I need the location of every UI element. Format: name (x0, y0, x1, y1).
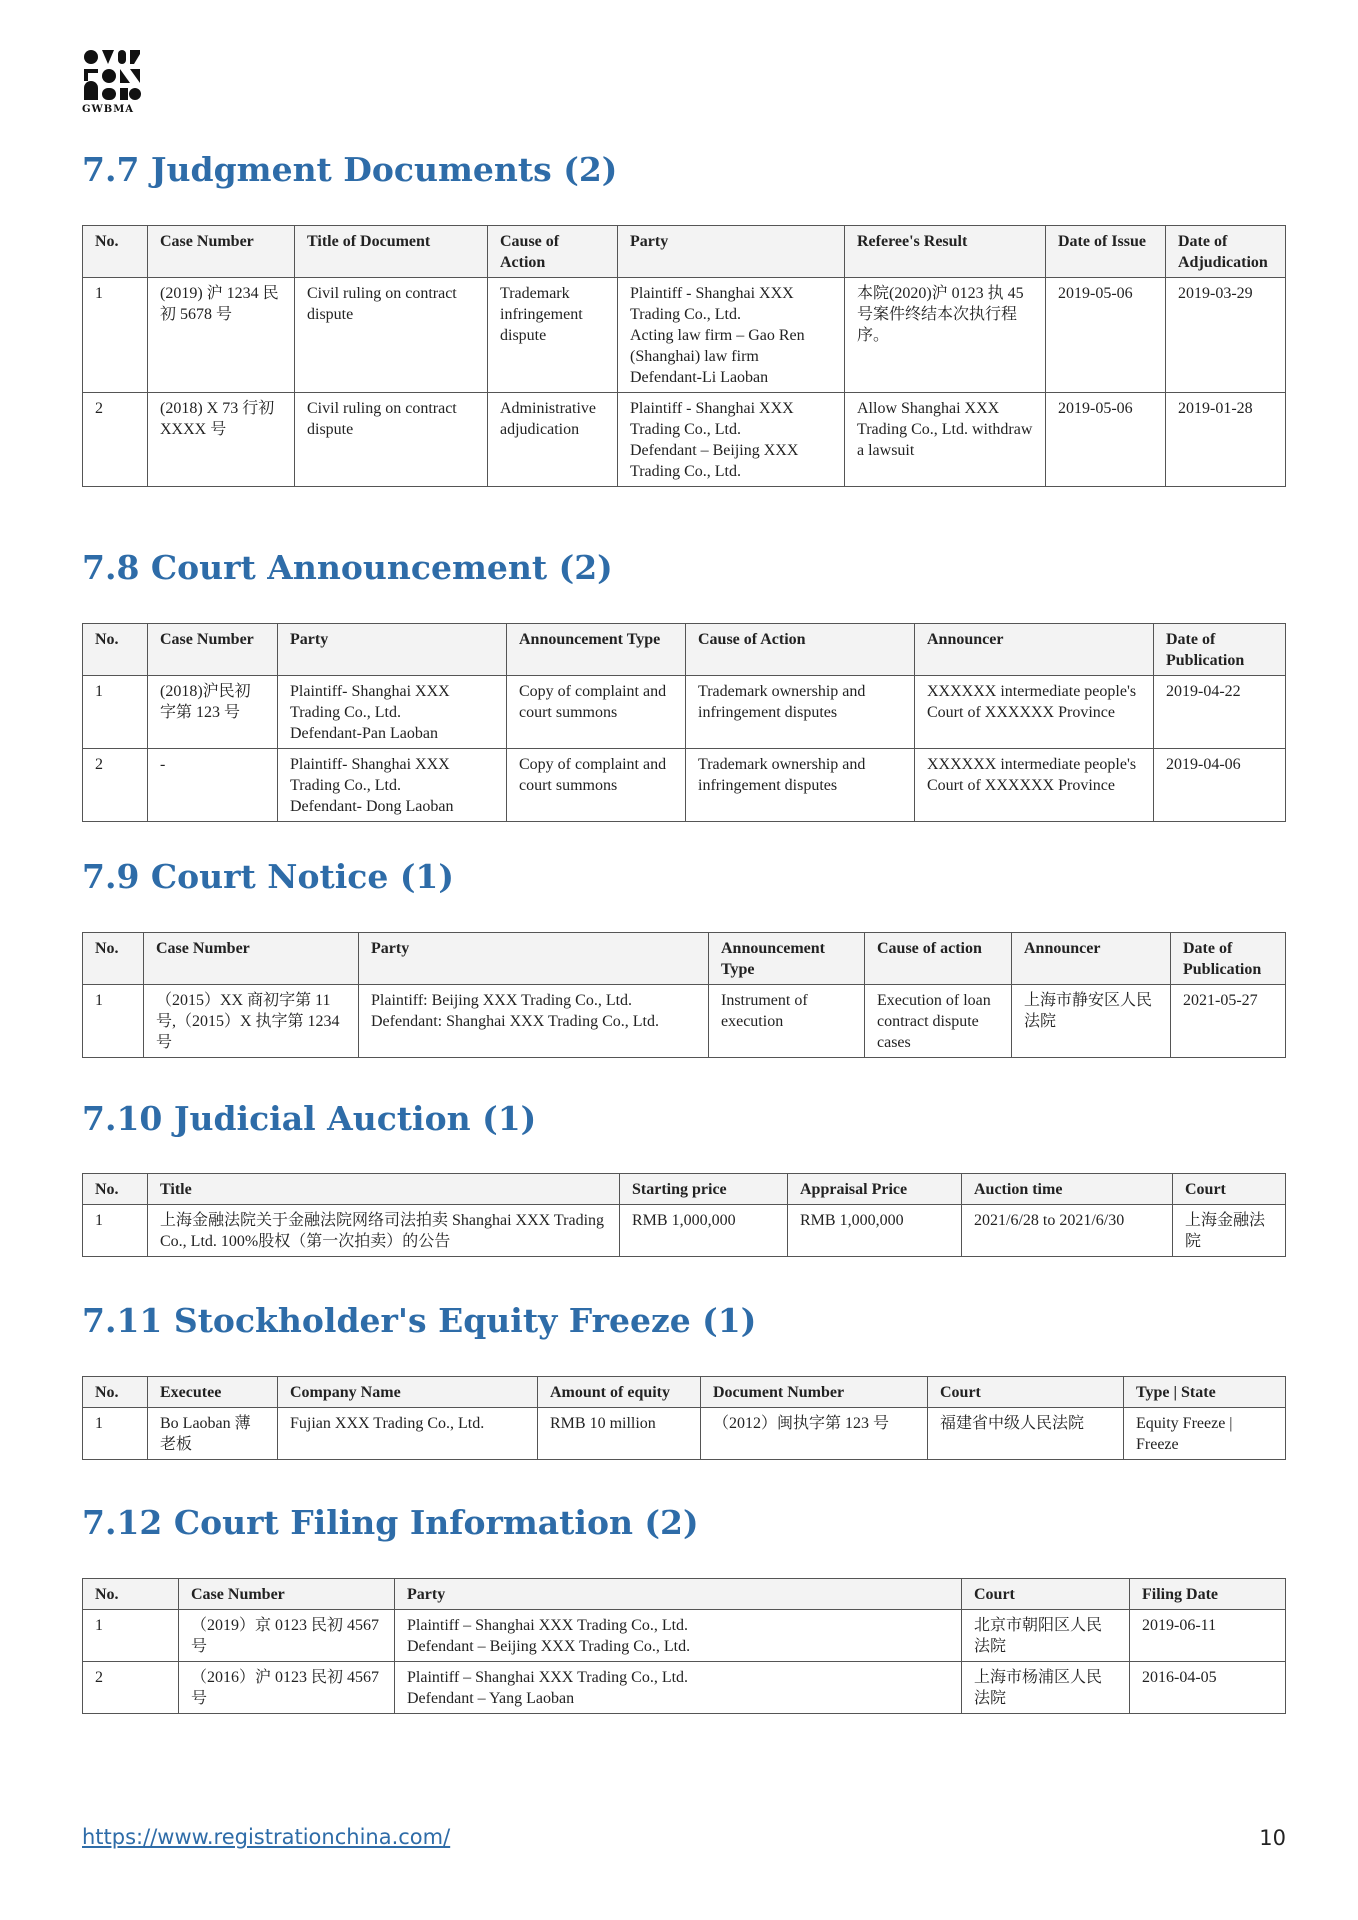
col-header: Case Number (148, 624, 278, 676)
cell-no: 1 (83, 1205, 148, 1257)
cell-date-adjudication: 2019-03-29 (1166, 278, 1286, 393)
section-title-equity-freeze: 7.11 Stockholder's Equity Freeze (1) (82, 1301, 757, 1340)
cell-starting-price: RMB 1,000,000 (620, 1205, 788, 1257)
party-line: Defendant – Beijing XXX Trading Co., Ltd. (630, 442, 799, 480)
cell-no: 1 (83, 1610, 179, 1662)
col-header: Date of Publication (1154, 624, 1286, 676)
col-header: Date of Adjudication (1166, 226, 1286, 278)
cell-date-issue: 2019-05-06 (1046, 278, 1166, 393)
cell-case-number: - (148, 749, 278, 822)
col-header: Announcement Type (709, 933, 865, 985)
col-header: Cause of Action (686, 624, 915, 676)
cell-court: 上海金融法院 (1173, 1205, 1286, 1257)
cell-announcer: XXXXXX intermediate people's Court of XXXXXX Province (915, 749, 1154, 822)
party-line: Plaintiff - Shanghai XXX Trading Co., Ltd. (630, 285, 794, 323)
section-title-judicial-auction: 7.10 Judicial Auction (1) (82, 1099, 537, 1138)
cell-executee: Bo Laoban 薄老板 (148, 1408, 278, 1460)
cell-no: 1 (83, 278, 148, 393)
cell-filing-date: 2019-06-11 (1130, 1610, 1286, 1662)
party-line: Plaintiff – Shanghai XXX Trading Co., Ltd. (407, 1669, 689, 1686)
col-header: No. (83, 226, 148, 278)
cell-auction-time: 2021/6/28 to 2021/6/30 (962, 1205, 1173, 1257)
col-header: Filing Date (1130, 1579, 1286, 1610)
col-header: Cause of Action (488, 226, 618, 278)
table-header-row (83, 933, 1286, 985)
table-row (83, 1408, 1286, 1460)
col-header: Company Name (278, 1377, 538, 1408)
cell-cause: Trademark infringement dispute (488, 278, 618, 393)
cell-court: 福建省中级人民法院 (928, 1408, 1124, 1460)
cell-announcement-type: Instrument of execution (709, 985, 865, 1058)
cell-party (618, 393, 845, 487)
cell-type-state: Equity Freeze | Freeze (1124, 1408, 1286, 1460)
col-header: Date of Issue (1046, 226, 1166, 278)
court-notice-table (82, 932, 1286, 1058)
cell-case-number: （2019）京 0123 民初 4567 号 (179, 1610, 395, 1662)
cell-title: Civil ruling on contract dispute (295, 278, 488, 393)
section-title-court-notice: 7.9 Court Notice (1) (82, 857, 455, 896)
court-announcement-table (82, 623, 1286, 822)
table-row (83, 1662, 1286, 1714)
cell-date: 2019-04-06 (1154, 749, 1286, 822)
col-header: Court (1173, 1174, 1286, 1205)
page-number: 10 (1259, 1826, 1286, 1850)
col-header: Amount of equity (538, 1377, 701, 1408)
cell-no: 1 (83, 1408, 148, 1460)
cell-party (278, 749, 507, 822)
cell-title: Civil ruling on contract dispute (295, 393, 488, 487)
table-row (83, 676, 1286, 749)
logo-text: GWBMA (82, 104, 135, 115)
footer-website-link[interactable]: https://www.registrationchina.com/ (82, 1825, 451, 1849)
col-header: Case Number (144, 933, 359, 985)
party-line: Plaintiff – Shanghai XXX Trading Co., Ltd. (407, 1617, 689, 1634)
col-header: Party (278, 624, 507, 676)
col-header: Executee (148, 1377, 278, 1408)
col-header: Party (395, 1579, 962, 1610)
cell-case-number: (2018)沪民初字第 123 号 (148, 676, 278, 749)
col-header: No. (83, 1377, 148, 1408)
cell-company: Fujian XXX Trading Co., Ltd. (278, 1408, 538, 1460)
cell-party (278, 676, 507, 749)
cell-no: 2 (83, 393, 148, 487)
cell-party (395, 1610, 962, 1662)
cell-appraisal-price: RMB 1,000,000 (788, 1205, 962, 1257)
col-header: Appraisal Price (788, 1174, 962, 1205)
cell-case-number: (2019) 沪 1234 民初 5678 号 (148, 278, 295, 393)
table-row (83, 1610, 1286, 1662)
cell-filing-date: 2016-04-05 (1130, 1662, 1286, 1714)
col-header: Party (359, 933, 709, 985)
cell-cause: Trademark ownership and infringement disputes (686, 749, 915, 822)
col-header: Announcement Type (507, 624, 686, 676)
party-line: Plaintiff - Shanghai XXX Trading Co., Ltd. (630, 400, 794, 438)
cell-date: 2021-05-27 (1171, 985, 1286, 1058)
col-header: Title of Document (295, 226, 488, 278)
table-row (83, 278, 1286, 393)
cell-no: 1 (83, 676, 148, 749)
col-header: Title (148, 1174, 620, 1205)
section-title-court-announcement: 7.8 Court Announcement (2) (82, 548, 613, 587)
table-header-row (83, 1377, 1286, 1408)
cell-case-number: （2016）沪 0123 民初 4567 号 (179, 1662, 395, 1714)
table-header-row (83, 226, 1286, 278)
court-filing-table (82, 1578, 1286, 1714)
col-header: No. (83, 1174, 148, 1205)
col-header: Case Number (179, 1579, 395, 1610)
col-header: No. (83, 933, 144, 985)
cell-result: Allow Shanghai XXX Trading Co., Ltd. withdraw a lawsuit (845, 393, 1046, 487)
cell-court: 上海市杨浦区人民法院 (962, 1662, 1130, 1714)
col-header: Referee's Result (845, 226, 1046, 278)
col-header: Court (962, 1579, 1130, 1610)
col-header: Announcer (915, 624, 1154, 676)
col-header: No. (83, 1579, 179, 1610)
gwbma-logo-mark (82, 48, 142, 102)
cell-case-number: （2015）XX 商初字第 11 号,（2015）X 执字第 1234 号 (144, 985, 359, 1058)
judgment-documents-table (82, 225, 1286, 487)
party-line: Defendant-Pan Laoban (290, 725, 438, 742)
table-row (83, 393, 1286, 487)
party-line: Plaintiff- Shanghai XXX Trading Co., Ltd. (290, 683, 450, 721)
cell-title: 上海金融法院关于金融法院网络司法拍卖 Shanghai XXX Trading Co., Ltd. 100%股权（第一次拍卖）的公告 (148, 1205, 620, 1257)
col-header: No. (83, 624, 148, 676)
cell-cause: Administrative adjudication (488, 393, 618, 487)
cell-no: 2 (83, 1662, 179, 1714)
col-header: Court (928, 1377, 1124, 1408)
col-header: Document Number (701, 1377, 928, 1408)
table-header-row (83, 624, 1286, 676)
col-header: Cause of action (865, 933, 1012, 985)
gwbma-logo (82, 48, 144, 115)
section-title-judgment-documents: 7.7 Judgment Documents (2) (82, 150, 618, 189)
cell-cause: Trademark ownership and infringement disputes (686, 676, 915, 749)
cell-date-issue: 2019-05-06 (1046, 393, 1166, 487)
cell-court: 北京市朝阳区人民法院 (962, 1610, 1130, 1662)
col-header: Announcer (1012, 933, 1171, 985)
cell-party (395, 1662, 962, 1714)
cell-announcer: XXXXXX intermediate people's Court of XXXXXX Province (915, 676, 1154, 749)
party-line: Defendant – Yang Laoban (407, 1690, 575, 1707)
cell-case-number: (2018) X 73 行初 XXXX 号 (148, 393, 295, 487)
equity-freeze-table (82, 1376, 1286, 1460)
cell-date-adjudication: 2019-01-28 (1166, 393, 1286, 487)
table-row (83, 985, 1286, 1058)
cell-party: Plaintiff: Beijing XXX Trading Co., Ltd. Defendant: Shanghai XXX Trading Co., Ltd. (359, 985, 709, 1058)
col-header: Auction time (962, 1174, 1173, 1205)
col-header: Starting price (620, 1174, 788, 1205)
cell-announcement-type: Copy of complaint and court summons (507, 676, 686, 749)
cell-no: 1 (83, 985, 144, 1058)
cell-announcer: 上海市静安区人民法院 (1012, 985, 1171, 1058)
cell-no: 2 (83, 749, 148, 822)
table-row (83, 1205, 1286, 1257)
col-header: Party (618, 226, 845, 278)
party-line: Defendant- Dong Laoban (290, 798, 454, 815)
table-header-row (83, 1174, 1286, 1205)
party-line: Defendant – Beijing XXX Trading Co., Ltd. (407, 1638, 691, 1655)
cell-date: 2019-04-22 (1154, 676, 1286, 749)
section-title-court-filing: 7.12 Court Filing Information (2) (82, 1503, 699, 1542)
cell-result: 本院(2020)沪 0123 执 45 号案件终结本次执行程序。 (845, 278, 1046, 393)
cell-party (618, 278, 845, 393)
col-header: Case Number (148, 226, 295, 278)
col-header: Date of Publication (1171, 933, 1286, 985)
table-row (83, 749, 1286, 822)
cell-amount: RMB 10 million (538, 1408, 701, 1460)
party-line: Plaintiff- Shanghai XXX Trading Co., Ltd. (290, 756, 450, 794)
cell-document-number: （2012）闽执字第 123 号 (701, 1408, 928, 1460)
col-header: Type | State (1124, 1377, 1286, 1408)
cell-announcement-type: Copy of complaint and court summons (507, 749, 686, 822)
party-line: Defendant-Li Laoban (630, 369, 769, 386)
party-line: Acting law firm – Gao Ren (Shanghai) law firm (630, 327, 805, 365)
judicial-auction-table (82, 1173, 1286, 1257)
cell-cause: Execution of loan contract dispute cases (865, 985, 1012, 1058)
table-header-row (83, 1579, 1286, 1610)
